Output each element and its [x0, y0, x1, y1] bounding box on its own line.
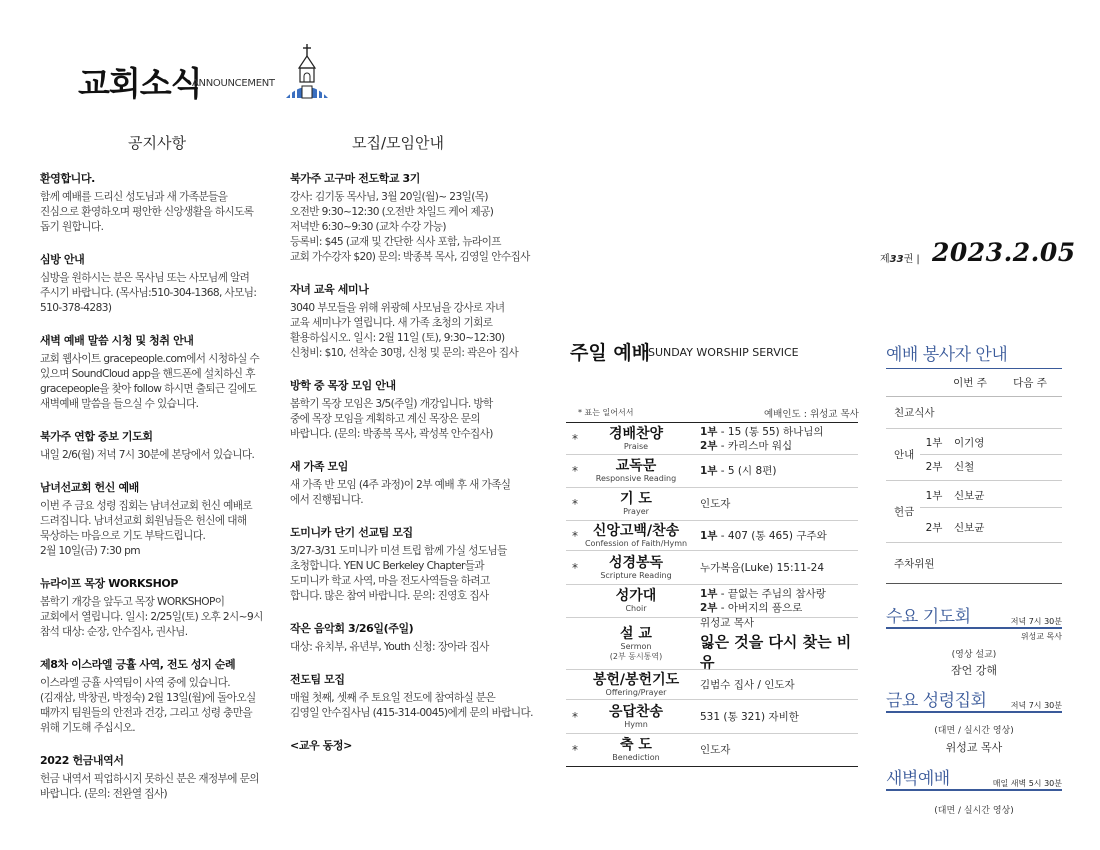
usher-label: 안내 — [894, 449, 915, 461]
detail-text: 531 (통 321) 자비한 — [700, 710, 799, 723]
worship-item-detail — [692, 425, 858, 453]
recruit-body — [290, 190, 558, 265]
notice-line: 진심으로 환영하오며 평안한 신앙생활을 하시도록 — [40, 206, 254, 218]
usher-service: 1부 — [925, 437, 943, 449]
notice-item — [40, 479, 308, 559]
worship-item-detail — [692, 529, 858, 543]
worship-item-name — [580, 737, 692, 763]
greeter-label: 친교식사 — [894, 407, 935, 419]
notice-line: 510-378-4283) — [40, 302, 112, 314]
wednesday-divider — [886, 627, 1062, 629]
recruit-line: 신청비: $10, 선착순 30명, 신청 및 문의: 곽은아 집사 — [290, 347, 519, 359]
offering-row — [886, 481, 1062, 543]
worship-item-name — [580, 588, 692, 614]
worship-item-name — [580, 555, 692, 581]
wednesday-topic: 잠언 강해 — [950, 663, 997, 677]
recruit-item — [290, 377, 558, 442]
sermon-title: 잃은 것을 다시 찾는 비유 — [700, 632, 852, 671]
notice-line: 이스라엘 긍휼 사역팀이 사역 중에 있습니다. — [40, 677, 231, 689]
recruit-title: 자녀 교육 세미나 — [290, 283, 369, 296]
recruit-line: 저녁반 6:30~9:30 (교차 수강 가능) — [290, 221, 446, 233]
offering-name: 신보균 — [954, 522, 985, 534]
notice-title: 남녀선교회 헌신 예배 — [40, 481, 139, 494]
recruit-line: 중에 목장 모임을 계획하고 계신 목장은 문의 — [290, 413, 481, 425]
worship-row — [566, 521, 858, 551]
usher-name: 이기영 — [954, 437, 985, 449]
worship-item-kr: 설 교 — [620, 625, 652, 642]
notice-line: 내일 2/6(월) 저녁 7시 30분에 본당에서 있습니다. — [40, 449, 255, 461]
worship-row — [566, 455, 858, 488]
recruit-title: 도미니카 단기 선교팀 모집 — [290, 526, 413, 539]
service-number: 1부 — [700, 529, 718, 542]
recruit-line: 강사: 김기동 목사님, 3월 20일(월)~ 23일(목) — [290, 191, 488, 203]
recruit-line: 교육 세미나가 열립니다. 새 가족 초청의 기회로 — [290, 317, 493, 329]
recruit-title: <교우 동정> — [290, 739, 352, 752]
notice-body — [40, 448, 308, 463]
recruit-line: 바랍니다. (문의: 박종복 목사, 곽성복 안수집사) — [290, 428, 493, 440]
notice-heading: 공지사항 — [128, 134, 186, 152]
usher-subrow — [920, 455, 1062, 478]
notice-item — [40, 170, 308, 235]
worship-item-detail — [692, 561, 858, 575]
notice-item — [40, 332, 308, 412]
recruit-item — [290, 620, 558, 655]
notice-line: gracepeople을 찾아 follow 하시면 출퇴근 길에도 — [40, 383, 257, 395]
servers-header — [886, 369, 1062, 397]
notice-title: 새벽 예배 말씀 시청 및 청취 안내 — [40, 334, 194, 347]
page-title: 교회소식 — [78, 64, 202, 103]
detail-text: 김범수 집사 / 인도자 — [700, 678, 795, 691]
worship-item-name — [580, 626, 692, 662]
worship-item-name — [580, 491, 692, 517]
notice-body — [40, 772, 308, 802]
worship-row — [566, 585, 858, 618]
next-week-label: 다음 주 — [1013, 377, 1047, 389]
recruit-body — [290, 397, 558, 442]
parking-label: 주차위원 — [894, 557, 935, 570]
worship-detail-line — [700, 678, 858, 692]
worship-item-en: Offering/Prayer — [605, 687, 667, 697]
usher-name: 신철 — [954, 461, 975, 473]
recruit-heading: 모집/모임안내 — [352, 134, 444, 152]
notice-list — [40, 170, 308, 818]
worship-detail-line — [700, 601, 858, 615]
worship-row — [566, 618, 858, 670]
notice-item — [40, 428, 308, 463]
notice-title: 제8차 이스라엘 긍휼 사역, 전도 성지 순례 — [40, 658, 236, 671]
notice-line: 헌금 내역서 픽업하시지 못하신 분은 재정부에 문의 — [40, 773, 259, 785]
detail-text: 누가복음(Luke) 15:11-24 — [700, 561, 824, 574]
offering-subrow — [920, 516, 1062, 539]
notice-item — [40, 752, 308, 802]
notice-line: 드려집니다. 남녀선교회 회원님들은 헌신에 대해 — [40, 515, 247, 527]
recruit-title: 새 가족 모임 — [290, 460, 348, 473]
notice-line: 묵상하는 마음으로 기도 부탁드립니다. — [40, 530, 206, 542]
service-number: 1부 — [700, 465, 718, 477]
worship-item-en: Prayer — [623, 507, 649, 516]
dawn-section — [886, 764, 1062, 816]
wednesday-title: 수요 기도회 — [886, 607, 971, 627]
standing-mark: * — [572, 560, 578, 575]
servers-table — [886, 368, 1062, 584]
parking-row — [886, 543, 1062, 583]
worship-item-en: Praise — [623, 441, 649, 451]
worship-detail-line — [700, 425, 858, 439]
recruit-line: 활용하십시오. 일시: 2월 11일 (토), 9:30~12:30) — [290, 332, 505, 344]
worship-detail-line — [700, 529, 858, 543]
friday-preacher: 위성교 목사 — [945, 740, 1003, 754]
worship-item-kr: 교독문 — [615, 458, 657, 474]
recruit-line: 새 가족 반 모임 (4주 과정)이 2부 예배 후 새 가족실 — [290, 479, 511, 491]
notice-body — [40, 676, 308, 736]
worship-leader: 예배인도 : 위성교 목사 — [764, 409, 859, 420]
notice-line: (김재삼, 박창권, 박정숙) 2월 13일(월)에 돌아오실 — [40, 692, 256, 704]
worship-row — [566, 551, 858, 585]
recruit-line: 등록비: $45 (교재 및 간단한 식사 포함, 뉴라이프 — [290, 236, 501, 248]
detail-text: - 5 (시 8편) — [717, 465, 777, 477]
notice-title: 심방 안내 — [40, 253, 85, 266]
detail-text: - 카리스마 워십 — [717, 439, 793, 452]
church-icon — [284, 42, 330, 100]
notice-line: 바랍니다. (문의: 전완열 집사) — [40, 788, 168, 800]
worship-item-en: Sermon — [620, 641, 652, 651]
recruit-line: 매월 첫째, 셋째 주 토요일 전도에 참여하실 분은 — [290, 692, 496, 704]
worship-item-en: Responsive Reading — [595, 474, 677, 483]
notice-line: 참석 대상: 순장, 안수집사, 권사님. — [40, 626, 188, 638]
worship-row — [566, 488, 858, 521]
notice-body — [40, 595, 308, 640]
worship-item-detail — [692, 743, 858, 757]
worship-row — [566, 734, 858, 766]
notice-title: 2022 헌금내역서 — [40, 754, 124, 767]
worship-item-detail — [692, 710, 858, 724]
notice-line: 심방을 원하시는 분은 목사님 또는 사모님께 알려 — [40, 272, 250, 284]
offering-service: 1부 — [925, 490, 943, 502]
notice-title: 뉴라이프 목장 WORKSHOP — [40, 577, 179, 590]
notice-body — [40, 352, 308, 412]
notice-item — [40, 251, 308, 316]
dawn-title: 새벽예배 — [886, 769, 950, 789]
worship-detail-line — [700, 710, 858, 724]
notice-item — [40, 575, 308, 640]
recruit-line: 합니다. 많은 참여 바랍니다. 문의: 진영호 집사 — [290, 590, 489, 602]
worship-item-detail — [692, 678, 858, 692]
usher-subrow — [920, 431, 1062, 455]
recruit-body — [290, 544, 558, 604]
worship-item-detail — [692, 497, 858, 511]
standing-mark: * — [572, 743, 578, 757]
wednesday-time: 저녁 7시 30분 — [1010, 617, 1062, 626]
notice-line: 돕기 원합니다. — [40, 221, 104, 233]
recruit-line: 초청합니다. YEN UC Berkeley Chapter들과 — [290, 560, 485, 572]
notice-line: 2월 10일(금) 7:30 pm — [40, 545, 140, 557]
recruit-body — [290, 691, 558, 721]
worship-item-en: Choir — [625, 604, 647, 613]
notice-line: 주시기 바랍니다. (목사님:510-304-1368, 사모님: — [40, 287, 257, 299]
worship-row — [566, 700, 858, 734]
recruit-item — [290, 281, 558, 361]
service-number: 1부 — [700, 425, 718, 438]
worship-item-kr: 기 도 — [620, 491, 652, 507]
worship-item-name — [580, 672, 692, 698]
recruit-title: 방학 중 목장 모임 안내 — [290, 379, 396, 392]
notice-body — [40, 190, 308, 235]
worship-item-name — [580, 426, 692, 452]
worship-item-en: Scripture Reading — [600, 570, 672, 580]
offering-service: 2부 — [925, 522, 943, 534]
dawn-format: (대면 / 실시간 영상) — [934, 805, 1014, 816]
detail-text: 위성교 목사 — [700, 616, 755, 629]
greeter-row — [886, 397, 1062, 429]
notice-line: 함께 예배를 드리신 성도님과 새 가족분들을 — [40, 191, 228, 203]
notice-line: 새벽예배 말씀을 들으실 수 있습니다. — [40, 398, 199, 410]
worship-row — [566, 670, 858, 700]
detail-text: - 15 (통 55) 하나님의 — [717, 425, 824, 438]
offering-name: 신보균 — [954, 490, 985, 502]
dawn-time: 매일 새벽 5시 30분 — [992, 779, 1062, 788]
usher-row — [886, 429, 1062, 481]
worship-item-en: Hymn — [624, 719, 648, 729]
worship-item-en-note: (2부 동시통역) — [609, 651, 663, 661]
recruit-line: 도미니카 학교 사역, 마을 전도사역들을 하려고 — [290, 575, 490, 587]
worship-item-detail — [692, 587, 858, 615]
notice-title: 환영합니다. — [40, 172, 95, 185]
worship-item-en: Benediction — [612, 753, 660, 762]
worship-order-table — [566, 422, 858, 767]
standing-mark: * — [572, 464, 578, 478]
notice-line: 있으며 SoundCloud app을 핸드폰에 설치하신 후 — [40, 368, 255, 380]
worship-detail-line — [700, 587, 858, 601]
notice-title: 북가주 연합 중보 기도회 — [40, 430, 153, 443]
recruit-body — [290, 301, 558, 361]
worship-item-kr: 신앙고백/찬송 — [592, 522, 680, 539]
recruit-title: 북가주 고구마 전도학교 3기 — [290, 172, 421, 185]
worship-detail-line — [700, 616, 858, 630]
issue-number: 33 — [889, 254, 904, 265]
offering-label: 헌금 — [894, 506, 915, 518]
notice-line: 교회에서 열립니다. 일시: 2/25일(토) 오후 2시~9시 — [40, 611, 263, 623]
notice-item — [40, 656, 308, 736]
usher-service: 2부 — [925, 461, 943, 473]
notice-line: 위해 기도해 주십시오. — [40, 722, 136, 734]
worship-item-kr: 응답찬송 — [608, 703, 664, 720]
recruit-item — [290, 671, 558, 721]
service-number: 2부 — [700, 439, 718, 452]
notice-line: 봄학기 개강을 앞두고 목장 WORKSHOP이 — [40, 596, 225, 608]
worship-item-kr: 성경봉독 — [608, 554, 664, 571]
friday-divider — [886, 711, 1062, 713]
worship-detail-line — [700, 497, 858, 511]
notice-line: 교회 웹사이트 gracepeople.com에서 시청하실 수 — [40, 353, 260, 365]
worship-row — [566, 423, 858, 455]
recruit-line: 김영일 안수집사님 (415-314-0045)에게 문의 바랍니다. — [290, 707, 533, 719]
detail-text: 인도자 — [700, 498, 731, 510]
recruit-line: 오전반 9:30~12:30 (오전반 차일드 케어 제공) — [290, 206, 494, 218]
worship-title: 주일 예배 — [570, 342, 651, 364]
page-subtitle: ANNOUNCEMENT — [192, 78, 275, 89]
wednesday-format: (영상 설교) — [951, 649, 997, 660]
service-number: 2부 — [700, 602, 718, 614]
worship-item-detail — [692, 616, 858, 672]
recruit-item — [290, 170, 558, 265]
recruit-line: 3/27-3/31 도미니카 미션 트립 함께 가실 성도님들 — [290, 545, 507, 557]
standing-note: * 표는 일어서서 — [578, 408, 634, 417]
worship-item-kr: 경배찬양 — [608, 425, 664, 442]
this-week-label: 이번 주 — [953, 377, 987, 389]
recruit-line: 교회 가수강자 $20) 문의: 박종복 목사, 김영일 안수집사 — [290, 251, 530, 263]
offering-subrow — [920, 484, 1062, 508]
wednesday-section — [886, 602, 1062, 678]
worship-detail-line — [700, 561, 858, 575]
worship-detail-line — [700, 464, 858, 478]
worship-item-en: Confession of Faith/Hymn — [584, 538, 688, 548]
recruit-line: 대상: 유치부, 유년부, Youth 신청: 장아라 집사 — [290, 641, 489, 653]
friday-section — [886, 686, 1062, 755]
worship-item-name — [580, 704, 692, 730]
detail-text: - 끝없는 주님의 참사랑 — [717, 588, 826, 600]
standing-mark: * — [572, 497, 578, 511]
detail-text: 인도자 — [700, 744, 731, 756]
worship-item-detail — [692, 464, 858, 478]
friday-title: 금요 성령집회 — [886, 691, 987, 711]
standing-mark: * — [572, 431, 578, 446]
worship-item-name — [580, 458, 692, 484]
worship-item-kr: 봉헌/봉헌기도 — [592, 671, 680, 688]
standing-mark: * — [572, 709, 578, 724]
wednesday-preacher: 위성교 목사 — [1020, 631, 1062, 641]
recruit-line: 에서 진행됩니다. — [290, 494, 363, 506]
worship-item-kr: 축 도 — [620, 737, 652, 753]
dawn-divider — [886, 789, 1062, 791]
worship-item-name — [580, 523, 692, 549]
recruit-body — [290, 640, 558, 655]
recruit-item — [290, 524, 558, 604]
worship-detail-line — [700, 439, 858, 453]
standing-mark: * — [572, 528, 578, 543]
recruit-list — [290, 170, 558, 769]
recruit-body — [290, 478, 558, 508]
recruit-title: 작은 음악회 3/26일(주일) — [290, 622, 414, 635]
servers-title: 예배 봉사자 안내 — [886, 345, 1008, 365]
notice-body — [40, 499, 308, 559]
notice-line: 이번 주 금요 성령 집회는 남녀선교회 헌신 예배로 — [40, 500, 253, 512]
recruit-item — [290, 737, 558, 753]
worship-item-kr: 성가대 — [615, 588, 657, 604]
friday-time: 저녁 7시 30분 — [1010, 701, 1062, 710]
issue-label: 제33권 | — [880, 254, 920, 265]
service-number: 1부 — [700, 588, 718, 600]
friday-format: (대면 / 실시간 영상) — [934, 725, 1014, 736]
recruit-line: 3040 부모들을 위해 위광혜 사모님을 강사로 자녀 — [290, 302, 505, 314]
recruit-item — [290, 458, 558, 508]
detail-text: - 407 (통 465) 구주와 — [717, 529, 827, 542]
notice-line: 때까지 팀원들의 안전과 건강, 그리고 성령 충만을 — [40, 707, 253, 719]
issue-date: 2023.2.05 — [932, 238, 1076, 267]
notice-body — [40, 271, 308, 316]
detail-text: - 아버지의 품으로 — [717, 602, 803, 614]
worship-subtitle: SUNDAY WORSHIP SERVICE — [648, 346, 799, 359]
recruit-title: 전도팀 모집 — [290, 673, 345, 686]
recruit-line: 봄학기 목장 모임은 3/5(주일) 개강입니다. 방학 — [290, 398, 493, 410]
worship-detail-line — [700, 743, 858, 757]
